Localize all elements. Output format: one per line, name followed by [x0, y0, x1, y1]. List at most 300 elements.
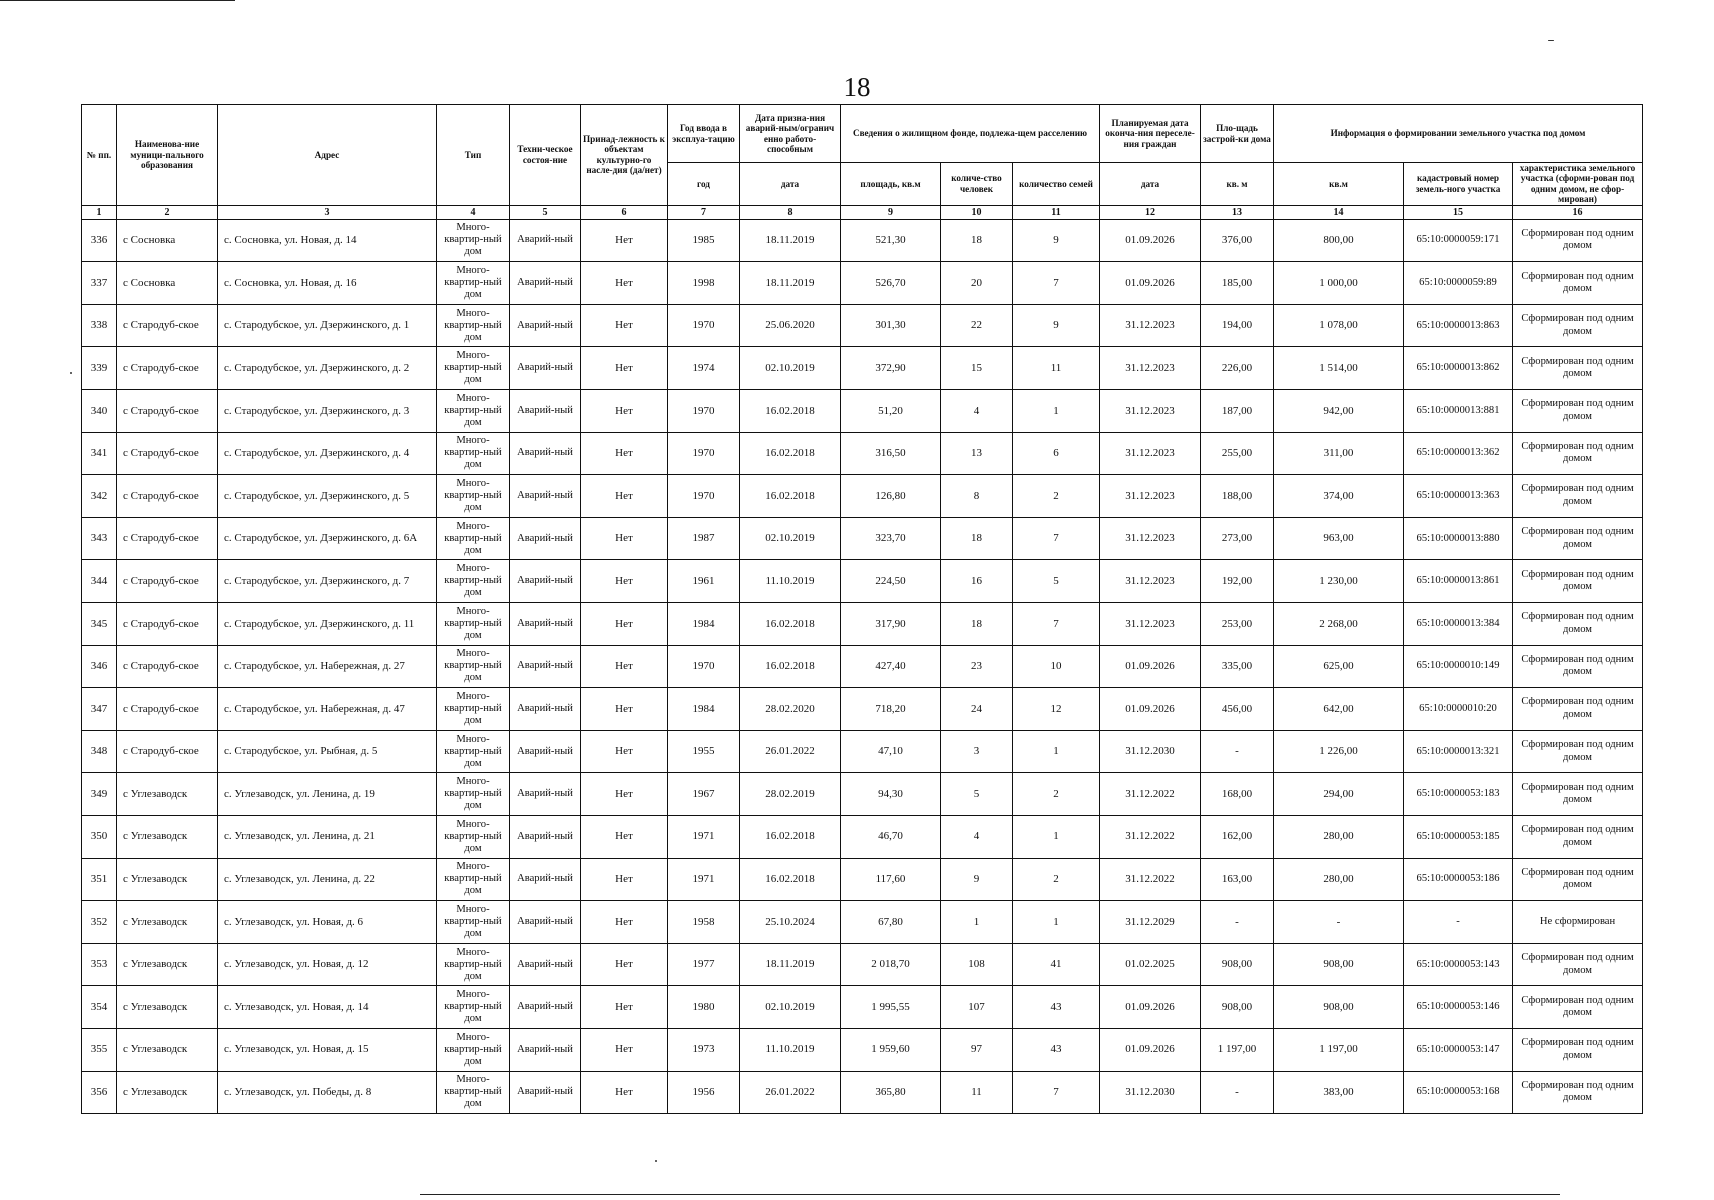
- col-number: 2: [117, 205, 218, 219]
- cell-condition: Аварий-ный: [510, 517, 581, 560]
- cell-area: 2 018,70: [841, 943, 941, 986]
- header-address: Адрес: [218, 105, 437, 206]
- cell-land-char: Сформирован под одним домом: [1513, 773, 1643, 816]
- cell-municipality: с Углезаводск: [117, 1028, 218, 1071]
- cell-address: с. Стародубское, ул. Дзержинского, д. 5: [218, 475, 437, 518]
- cell-built-area: -: [1201, 901, 1274, 944]
- header-cadastral: кадастровый номер земель-ного участка: [1404, 163, 1513, 206]
- cell-num: 352: [82, 901, 117, 944]
- cell-year: 1967: [668, 773, 740, 816]
- col-number: 12: [1100, 205, 1201, 219]
- cell-land-area: 1 230,00: [1274, 560, 1404, 603]
- cell-heritage: Нет: [581, 901, 668, 944]
- cell-type: Много-квартир-ный дом: [437, 517, 510, 560]
- cell-cadastral: 65:10:0000013:321: [1404, 730, 1513, 773]
- cell-plan-date: 31.12.2023: [1100, 602, 1201, 645]
- cell-municipality: с Стародуб-ское: [117, 475, 218, 518]
- cell-cadastral: 65:10:0000059:171: [1404, 219, 1513, 262]
- cell-type: Много-квартир-ный дом: [437, 602, 510, 645]
- cell-municipality: с Сосновка: [117, 262, 218, 305]
- cell-declared-date: 02.10.2019: [740, 986, 841, 1029]
- cell-type: Много-квартир-ный дом: [437, 901, 510, 944]
- cell-heritage: Нет: [581, 347, 668, 390]
- cell-type: Много-квартир-ный дом: [437, 1028, 510, 1071]
- cell-built-area: 188,00: [1201, 475, 1274, 518]
- cell-cadastral: 65:10:0000013:881: [1404, 390, 1513, 433]
- cell-declared-date: 16.02.2018: [740, 858, 841, 901]
- cell-plan-date: 31.12.2023: [1100, 347, 1201, 390]
- cell-area: 372,90: [841, 347, 941, 390]
- cell-area: 47,10: [841, 730, 941, 773]
- cell-families: 43: [1013, 986, 1100, 1029]
- cell-type: Много-квартир-ный дом: [437, 645, 510, 688]
- cell-type: Много-квартир-ный дом: [437, 1071, 510, 1114]
- col-number: 4: [437, 205, 510, 219]
- cell-address: с. Стародубское, ул. Дзержинского, д. 6А: [218, 517, 437, 560]
- table-row: [82, 1071, 1643, 1114]
- cell-built-area: 162,00: [1201, 815, 1274, 858]
- cell-address: с. Сосновка, ул. Новая, д. 14: [218, 219, 437, 262]
- cell-type: Много-квартир-ный дом: [437, 432, 510, 475]
- cell-land-area: 642,00: [1274, 688, 1404, 731]
- cell-land-char: Сформирован под одним домом: [1513, 858, 1643, 901]
- col-number: 5: [510, 205, 581, 219]
- cell-people: 15: [941, 347, 1013, 390]
- cell-cadastral: 65:10:0000013:880: [1404, 517, 1513, 560]
- cell-land-char: Не сформирован: [1513, 901, 1643, 944]
- cell-families: 11: [1013, 347, 1100, 390]
- cell-type: Много-квартир-ный дом: [437, 390, 510, 433]
- cell-families: 5: [1013, 560, 1100, 603]
- cell-people: 24: [941, 688, 1013, 731]
- cell-land-area: 2 268,00: [1274, 602, 1404, 645]
- cell-families: 2: [1013, 475, 1100, 518]
- col-number: 9: [841, 205, 941, 219]
- cell-year: 1956: [668, 1071, 740, 1114]
- cell-land-char: Сформирован под одним домом: [1513, 517, 1643, 560]
- cell-municipality: с Стародуб-ское: [117, 688, 218, 731]
- cell-num: 346: [82, 645, 117, 688]
- cell-year: 1970: [668, 390, 740, 433]
- cell-families: 12: [1013, 688, 1100, 731]
- cell-area: 67,80: [841, 901, 941, 944]
- cell-land-char: Сформирован под одним домом: [1513, 432, 1643, 475]
- cell-declared-date: 18.11.2019: [740, 219, 841, 262]
- cell-year: 1970: [668, 304, 740, 347]
- scan-edge-line-top: [0, 0, 235, 1]
- cell-cadastral: 65:10:0000053:147: [1404, 1028, 1513, 1071]
- cell-land-area: 908,00: [1274, 943, 1404, 986]
- cell-municipality: с Стародуб-ское: [117, 602, 218, 645]
- cell-num: 345: [82, 602, 117, 645]
- cell-land-area: 1 078,00: [1274, 304, 1404, 347]
- cell-land-area: 1 514,00: [1274, 347, 1404, 390]
- cell-condition: Аварий-ный: [510, 773, 581, 816]
- cell-plan-date: 01.09.2026: [1100, 219, 1201, 262]
- cell-built-area: 226,00: [1201, 347, 1274, 390]
- cell-land-area: 963,00: [1274, 517, 1404, 560]
- cell-people: 18: [941, 219, 1013, 262]
- cell-cadastral: -: [1404, 901, 1513, 944]
- cell-land-area: 280,00: [1274, 858, 1404, 901]
- cell-land-area: 625,00: [1274, 645, 1404, 688]
- cell-land-char: Сформирован под одним домом: [1513, 645, 1643, 688]
- cell-condition: Аварий-ный: [510, 262, 581, 305]
- cell-area: 301,30: [841, 304, 941, 347]
- header-land-char: характеристика земельного участка (сформи-рован под одним домом, не сфор-мирован): [1513, 163, 1643, 206]
- cell-families: 6: [1013, 432, 1100, 475]
- cell-area: 317,90: [841, 602, 941, 645]
- cell-people: 11: [941, 1071, 1013, 1114]
- cell-declared-date: 16.02.2018: [740, 390, 841, 433]
- col-number: 1: [82, 205, 117, 219]
- scan-speck: [1548, 40, 1554, 41]
- cell-land-area: 1 226,00: [1274, 730, 1404, 773]
- cell-municipality: с Углезаводск: [117, 1071, 218, 1114]
- cell-type: Много-квартир-ный дом: [437, 219, 510, 262]
- cell-condition: Аварий-ный: [510, 943, 581, 986]
- cell-declared-date: 26.01.2022: [740, 1071, 841, 1114]
- cell-year: 1971: [668, 858, 740, 901]
- cell-condition: Аварий-ный: [510, 815, 581, 858]
- cell-area: 526,70: [841, 262, 941, 305]
- cell-type: Много-квартир-ный дом: [437, 858, 510, 901]
- cell-municipality: с Стародуб-ское: [117, 304, 218, 347]
- cell-declared-date: 25.10.2024: [740, 901, 841, 944]
- cell-municipality: с Сосновка: [117, 219, 218, 262]
- header-people-sub: количе-ство человек: [941, 163, 1013, 206]
- cell-condition: Аварий-ный: [510, 858, 581, 901]
- table-row: [82, 475, 1643, 518]
- cell-families: 7: [1013, 1071, 1100, 1114]
- cell-address: с. Стародубское, ул. Дзержинского, д. 11: [218, 602, 437, 645]
- cell-year: 1970: [668, 432, 740, 475]
- cell-families: 43: [1013, 1028, 1100, 1071]
- table-row: [82, 517, 1643, 560]
- cell-num: 353: [82, 943, 117, 986]
- cell-condition: Аварий-ный: [510, 219, 581, 262]
- cell-families: 7: [1013, 262, 1100, 305]
- cell-land-area: 1 197,00: [1274, 1028, 1404, 1071]
- table-row: [82, 645, 1643, 688]
- cell-people: 13: [941, 432, 1013, 475]
- cell-address: с. Углезаводск, ул. Ленина, д. 22: [218, 858, 437, 901]
- table-row: [82, 262, 1643, 305]
- cell-cadastral: 65:10:0000010:149: [1404, 645, 1513, 688]
- cell-condition: Аварий-ный: [510, 1028, 581, 1071]
- cell-plan-date: 31.12.2023: [1100, 560, 1201, 603]
- cell-people: 23: [941, 645, 1013, 688]
- cell-land-char: Сформирован под одним домом: [1513, 1028, 1643, 1071]
- cell-land-char: Сформирован под одним домом: [1513, 475, 1643, 518]
- cell-address: с. Стародубское, ул. Набережная, д. 27: [218, 645, 437, 688]
- cell-municipality: с Стародуб-ское: [117, 560, 218, 603]
- table-row: [82, 943, 1643, 986]
- cell-built-area: 1 197,00: [1201, 1028, 1274, 1071]
- col-number: 11: [1013, 205, 1100, 219]
- cell-families: 7: [1013, 517, 1100, 560]
- cell-type: Много-квартир-ный дом: [437, 304, 510, 347]
- header-declared-sub: дата: [740, 163, 841, 206]
- cell-area: 224,50: [841, 560, 941, 603]
- cell-people: 18: [941, 517, 1013, 560]
- cell-heritage: Нет: [581, 475, 668, 518]
- cell-year: 1984: [668, 602, 740, 645]
- cell-plan-date: 01.09.2026: [1100, 262, 1201, 305]
- cell-people: 5: [941, 773, 1013, 816]
- cell-area: 1 995,55: [841, 986, 941, 1029]
- cell-heritage: Нет: [581, 432, 668, 475]
- cell-area: 51,20: [841, 390, 941, 433]
- cell-built-area: -: [1201, 730, 1274, 773]
- cell-condition: Аварий-ный: [510, 688, 581, 731]
- header-land-group: Информация о формировании земельного участка под домом: [1274, 105, 1643, 163]
- col-number: 6: [581, 205, 668, 219]
- cell-heritage: Нет: [581, 304, 668, 347]
- cell-built-area: 185,00: [1201, 262, 1274, 305]
- header-num: № пп.: [82, 105, 117, 206]
- cell-plan-date: 31.12.2023: [1100, 390, 1201, 433]
- cell-area: 126,80: [841, 475, 941, 518]
- table-row: [82, 901, 1643, 944]
- cell-num: 340: [82, 390, 117, 433]
- cell-year: 1977: [668, 943, 740, 986]
- cell-plan-date: 01.02.2025: [1100, 943, 1201, 986]
- header-condition: Техни-ческое состоя-ние: [510, 105, 581, 206]
- cell-declared-date: 11.10.2019: [740, 1028, 841, 1071]
- table-row: [82, 347, 1643, 390]
- cell-condition: Аварий-ный: [510, 304, 581, 347]
- cell-address: с. Стародубское, ул. Дзержинского, д. 4: [218, 432, 437, 475]
- cell-declared-date: 28.02.2019: [740, 773, 841, 816]
- cell-land-char: Сформирован под одним домом: [1513, 390, 1643, 433]
- cell-municipality: с Углезаводск: [117, 858, 218, 901]
- header-land-area-sub: кв.м: [1274, 163, 1404, 206]
- cell-declared-date: 16.02.2018: [740, 815, 841, 858]
- scan-speck: [70, 372, 72, 374]
- cell-year: 1971: [668, 815, 740, 858]
- cell-area: 365,80: [841, 1071, 941, 1114]
- col-number: 16: [1513, 205, 1643, 219]
- cell-declared-date: 18.11.2019: [740, 943, 841, 986]
- cell-plan-date: 31.12.2022: [1100, 858, 1201, 901]
- cell-address: с. Углезаводск, ул. Новая, д. 15: [218, 1028, 437, 1071]
- header-built-group: Пло-щадь застрой-ки дома: [1201, 105, 1274, 163]
- cell-declared-date: 16.02.2018: [740, 602, 841, 645]
- scan-edge-line-bottom: [420, 1194, 1560, 1195]
- cell-municipality: с Стародуб-ское: [117, 730, 218, 773]
- cell-land-area: 1 000,00: [1274, 262, 1404, 305]
- col-number: 10: [941, 205, 1013, 219]
- cell-land-area: 383,00: [1274, 1071, 1404, 1114]
- cell-year: 1987: [668, 517, 740, 560]
- housing-register-table: [81, 104, 1643, 1114]
- cell-num: 341: [82, 432, 117, 475]
- cell-families: 1: [1013, 390, 1100, 433]
- cell-condition: Аварий-ный: [510, 730, 581, 773]
- cell-type: Много-квартир-ный дом: [437, 773, 510, 816]
- header-housing-group: Сведения о жилищном фонде, подлежа-щем расселению: [841, 105, 1100, 163]
- cell-declared-date: 28.02.2020: [740, 688, 841, 731]
- cell-plan-date: 31.12.2023: [1100, 475, 1201, 518]
- header-heritage: Принад-лежность к объектам культурно-го насле-дия (да/нет): [581, 105, 668, 206]
- cell-plan-date: 01.09.2026: [1100, 986, 1201, 1029]
- cell-land-area: 942,00: [1274, 390, 1404, 433]
- cell-area: 316,50: [841, 432, 941, 475]
- cell-plan-date: 01.09.2026: [1100, 688, 1201, 731]
- cell-declared-date: 25.06.2020: [740, 304, 841, 347]
- cell-land-char: Сформирован под одним домом: [1513, 730, 1643, 773]
- cell-families: 7: [1013, 602, 1100, 645]
- cell-area: 117,60: [841, 858, 941, 901]
- cell-heritage: Нет: [581, 815, 668, 858]
- cell-address: с. Углезаводск, ул. Ленина, д. 21: [218, 815, 437, 858]
- table-row: [82, 688, 1643, 731]
- cell-num: 347: [82, 688, 117, 731]
- cell-families: 1: [1013, 730, 1100, 773]
- cell-condition: Аварий-ный: [510, 560, 581, 603]
- cell-num: 338: [82, 304, 117, 347]
- cell-plan-date: 31.12.2022: [1100, 815, 1201, 858]
- cell-cadastral: 65:10:0000013:862: [1404, 347, 1513, 390]
- cell-area: 94,30: [841, 773, 941, 816]
- cell-families: 10: [1013, 645, 1100, 688]
- cell-cadastral: 65:10:0000053:143: [1404, 943, 1513, 986]
- cell-address: с. Стародубское, ул. Рыбная, д. 5: [218, 730, 437, 773]
- cell-plan-date: 31.12.2022: [1100, 773, 1201, 816]
- cell-municipality: с Стародуб-ское: [117, 390, 218, 433]
- cell-heritage: Нет: [581, 219, 668, 262]
- cell-year: 1985: [668, 219, 740, 262]
- cell-municipality: с Углезаводск: [117, 815, 218, 858]
- cell-cadastral: 65:10:0000053:186: [1404, 858, 1513, 901]
- cell-built-area: 908,00: [1201, 943, 1274, 986]
- cell-heritage: Нет: [581, 602, 668, 645]
- cell-condition: Аварий-ный: [510, 475, 581, 518]
- cell-municipality: с Стародуб-ское: [117, 432, 218, 475]
- cell-type: Много-квартир-ный дом: [437, 560, 510, 603]
- table-row: [82, 773, 1643, 816]
- cell-type: Много-квартир-ный дом: [437, 262, 510, 305]
- header-year-group: Год ввода в эксплуа-тацию: [668, 105, 740, 163]
- cell-municipality: с Стародуб-ское: [117, 347, 218, 390]
- cell-num: 356: [82, 1071, 117, 1114]
- cell-num: 342: [82, 475, 117, 518]
- cell-address: с. Стародубское, ул. Дзержинского, д. 7: [218, 560, 437, 603]
- cell-year: 1974: [668, 347, 740, 390]
- scan-speck: [655, 1160, 657, 1162]
- cell-address: с. Стародубское, ул. Дзержинского, д. 2: [218, 347, 437, 390]
- cell-plan-date: 31.12.2023: [1100, 304, 1201, 347]
- cell-built-area: 273,00: [1201, 517, 1274, 560]
- cell-land-area: 908,00: [1274, 986, 1404, 1029]
- cell-year: 1980: [668, 986, 740, 1029]
- cell-people: 22: [941, 304, 1013, 347]
- cell-address: с. Углезаводск, ул. Новая, д. 6: [218, 901, 437, 944]
- cell-families: 1: [1013, 901, 1100, 944]
- cell-num: 349: [82, 773, 117, 816]
- cell-condition: Аварий-ный: [510, 602, 581, 645]
- cell-built-area: 908,00: [1201, 986, 1274, 1029]
- cell-heritage: Нет: [581, 773, 668, 816]
- cell-cadastral: 65:10:0000053:146: [1404, 986, 1513, 1029]
- cell-area: 718,20: [841, 688, 941, 731]
- header-row-top: [82, 105, 1643, 163]
- cell-built-area: 335,00: [1201, 645, 1274, 688]
- cell-condition: Аварий-ный: [510, 390, 581, 433]
- cell-people: 97: [941, 1028, 1013, 1071]
- cell-plan-date: 31.12.2023: [1100, 517, 1201, 560]
- cell-built-area: 187,00: [1201, 390, 1274, 433]
- header-col-numbers: [82, 205, 1643, 219]
- cell-families: 9: [1013, 304, 1100, 347]
- cell-plan-date: 31.12.2023: [1100, 432, 1201, 475]
- cell-type: Много-квартир-ный дом: [437, 688, 510, 731]
- cell-land-char: Сформирован под одним домом: [1513, 986, 1643, 1029]
- table-row: [82, 815, 1643, 858]
- cell-cadastral: 65:10:0000010:20: [1404, 688, 1513, 731]
- cell-year: 1961: [668, 560, 740, 603]
- header-plan-group: Планируемая дата оконча-ния переселе-ния граждан: [1100, 105, 1201, 163]
- table-row: [82, 560, 1643, 603]
- cell-area: 427,40: [841, 645, 941, 688]
- cell-families: 2: [1013, 773, 1100, 816]
- col-number: 13: [1201, 205, 1274, 219]
- cell-address: с. Углезаводск, ул. Новая, д. 12: [218, 943, 437, 986]
- cell-plan-date: 31.12.2029: [1100, 901, 1201, 944]
- cell-address: с. Сосновка, ул. Новая, д. 16: [218, 262, 437, 305]
- cell-built-area: 253,00: [1201, 602, 1274, 645]
- cell-cadastral: 65:10:0000059:89: [1404, 262, 1513, 305]
- cell-declared-date: 16.02.2018: [740, 475, 841, 518]
- cell-municipality: с Стародуб-ское: [117, 517, 218, 560]
- cell-people: 4: [941, 815, 1013, 858]
- cell-municipality: с Углезаводск: [117, 773, 218, 816]
- cell-plan-date: 31.12.2030: [1100, 730, 1201, 773]
- cell-area: 1 959,60: [841, 1028, 941, 1071]
- cell-families: 9: [1013, 219, 1100, 262]
- header-plan-sub: дата: [1100, 163, 1201, 206]
- cell-built-area: -: [1201, 1071, 1274, 1114]
- cell-municipality: с Стародуб-ское: [117, 645, 218, 688]
- cell-year: 1955: [668, 730, 740, 773]
- col-number: 14: [1274, 205, 1404, 219]
- cell-built-area: 192,00: [1201, 560, 1274, 603]
- cell-num: 337: [82, 262, 117, 305]
- cell-plan-date: 31.12.2030: [1100, 1071, 1201, 1114]
- cell-num: 339: [82, 347, 117, 390]
- cell-condition: Аварий-ный: [510, 645, 581, 688]
- cell-land-char: Сформирован под одним домом: [1513, 219, 1643, 262]
- cell-area: 46,70: [841, 815, 941, 858]
- col-number: 15: [1404, 205, 1513, 219]
- cell-plan-date: 01.09.2026: [1100, 645, 1201, 688]
- cell-num: 354: [82, 986, 117, 1029]
- cell-num: 355: [82, 1028, 117, 1071]
- cell-land-area: 311,00: [1274, 432, 1404, 475]
- cell-land-char: Сформирован под одним домом: [1513, 304, 1643, 347]
- cell-people: 8: [941, 475, 1013, 518]
- cell-declared-date: 02.10.2019: [740, 517, 841, 560]
- cell-declared-date: 02.10.2019: [740, 347, 841, 390]
- cell-address: с. Стародубское, ул. Набережная, д. 47: [218, 688, 437, 731]
- cell-municipality: с Углезаводск: [117, 943, 218, 986]
- cell-num: 350: [82, 815, 117, 858]
- cell-built-area: 168,00: [1201, 773, 1274, 816]
- cell-heritage: Нет: [581, 560, 668, 603]
- cell-families: 1: [1013, 815, 1100, 858]
- cell-heritage: Нет: [581, 262, 668, 305]
